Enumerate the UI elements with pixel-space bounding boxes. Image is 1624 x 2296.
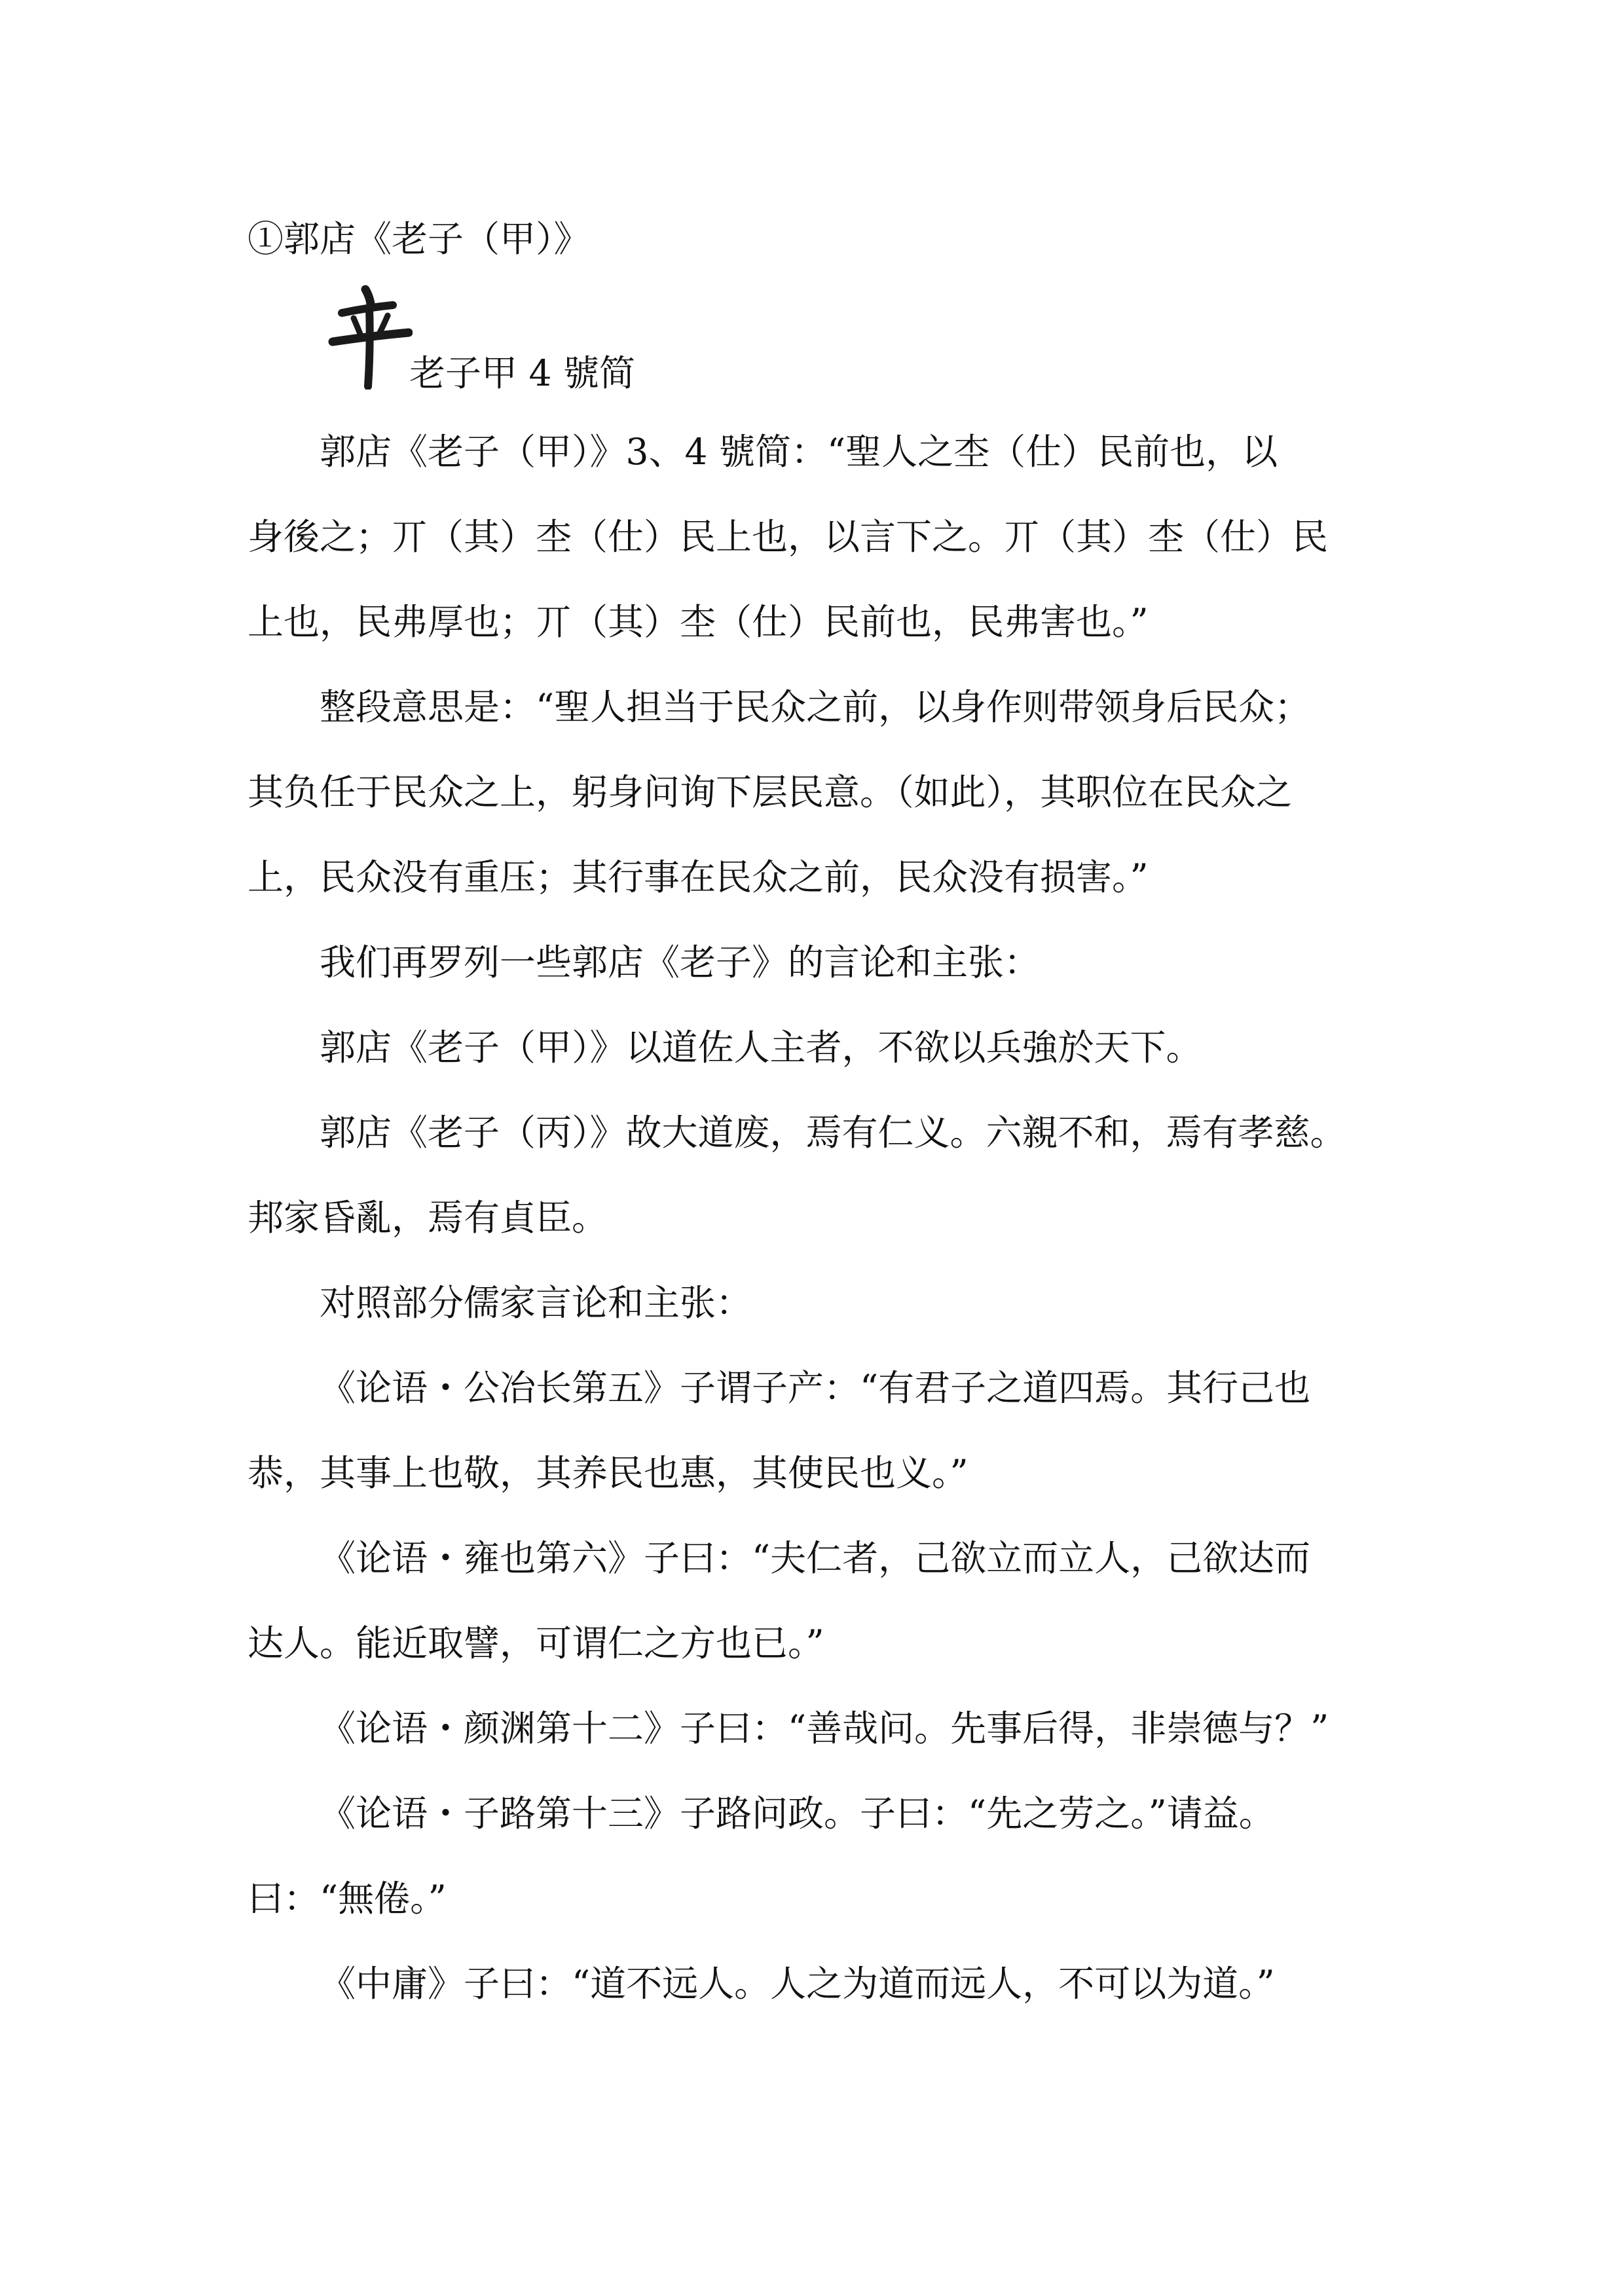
text-line: 对照部分儒家言论和主张： xyxy=(320,1282,752,1324)
paragraph-lunyu-13 xyxy=(248,1771,1387,1941)
text-line: 《论语・颜渊第十二》子曰：“善哉问。先事后得，非崇德与？” xyxy=(320,1707,1329,1749)
text-line: 郭店《老子（甲）》以道佐人主者，不欲以兵強於天下。 xyxy=(320,1027,1202,1068)
text-line: 《中庸》子曰：“道不远人。人之为道而远人，不可以为道。” xyxy=(320,1963,1275,2005)
text-line: 郭店《老子（甲）》3、4 號简：“聖人之杢（仕）民前也，以 xyxy=(320,431,1278,473)
paragraph-zhongyong xyxy=(248,1941,1387,2026)
text-line: 整段意思是：“聖人担当于民众之前，以身作则带领身后民众； xyxy=(320,686,1311,728)
glyph-caption: 老子甲 4 號简 xyxy=(409,352,635,394)
paragraph-laozi-bing xyxy=(248,1090,1387,1260)
text-line: 恭，其事上也敬，其养民也惠，其使民也义。” xyxy=(248,1452,969,1494)
paragraph-lunyu-5 xyxy=(248,1345,1387,1516)
text-line: 曰：“無倦。” xyxy=(248,1878,447,1920)
bamboo-slip-character-icon xyxy=(327,282,413,390)
text-line: 我们再罗列一些郭店《老子》的言论和主张： xyxy=(320,941,1041,983)
paragraph-laozi-jia xyxy=(248,1005,1387,1090)
paragraph-guodian-3-4 xyxy=(248,409,1387,665)
paragraph-lunyu-6 xyxy=(248,1516,1387,1686)
text-line: 《论语・公冶长第五》子谓子产：“有君子之道四焉。其行己也 xyxy=(320,1367,1311,1409)
text-line: 《论语・子路第十三》子路问政。子曰：“先之劳之。”请益。 xyxy=(320,1793,1275,1834)
text-line: 上也，民弗厚也；丌（其）杢（仕）民前也，民弗害也。” xyxy=(248,601,1149,643)
text-line: 郭店《老子（丙）》故大道废，焉有仁义。六親不和，焉有孝慈。 xyxy=(320,1112,1346,1154)
paragraph-lunyu-12 xyxy=(248,1686,1387,1771)
text-line: 达人。能近取譬，可谓仁之方也已。” xyxy=(248,1622,824,1664)
paragraph-list-intro xyxy=(248,920,1387,1005)
text-line: 上，民众没有重压；其行事在民众之前，民众没有损害。” xyxy=(248,856,1149,898)
text-line: 邦家昏亂，焉有貞臣。 xyxy=(248,1197,608,1239)
text-line: 《论语・雍也第六》子曰：“夫仁者，己欲立而立人，己欲达而 xyxy=(320,1537,1311,1579)
paragraph-meaning xyxy=(248,665,1387,920)
section-heading: ①郭店《老子（甲）》 xyxy=(248,218,590,260)
text-line: 其负任于民众之上，躬身问询下层民意。（如此），其职位在民众之 xyxy=(248,771,1293,813)
text-line: 身後之；丌（其）杢（仕）民上也，以言下之。丌（其）杢（仕）民 xyxy=(248,516,1329,558)
paragraph-confucian-intro xyxy=(248,1260,1387,1345)
